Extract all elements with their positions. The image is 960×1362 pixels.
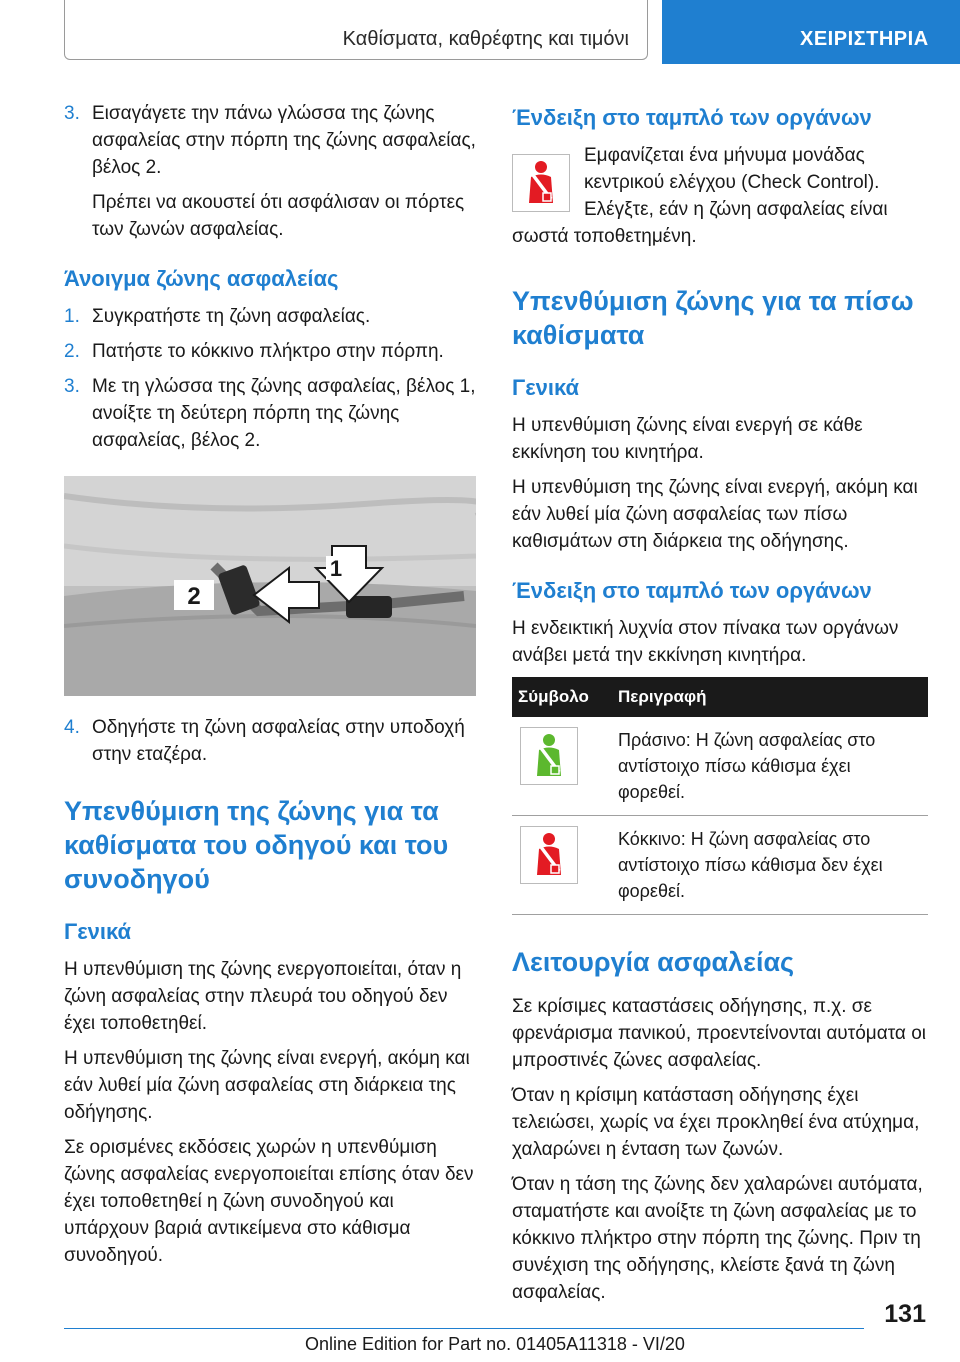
step-text: Συγκρατήστε τη ζώνη ασφαλείας.	[92, 306, 371, 327]
column-header-symbol: Σύμβολο	[512, 677, 612, 717]
body-paragraph: Σε κρίσιμες καταστάσεις οδήγησης, π.χ. σε φρενάρισμα πανικού, προεντείνονται αυτόματα οι μπροστινές ζώνες ασφαλείας.	[512, 996, 926, 1071]
chapter-title: Καθίσματα, καθρέφτης και τιμόνι	[342, 28, 629, 50]
step-item	[64, 303, 480, 330]
subsection-heading-general: Γενικά	[512, 375, 580, 400]
body-paragraph: Εμφανίζεται ένα μήνυμα μονάδας κεντρικού ελέγχου (Check Control). Ελέγξτε, εάν η ζώνη ασφαλείας είναι σωστά τοποθετημένη.	[512, 145, 888, 247]
body-paragraph: Όταν η τάση της ζώνης δεν χαλαρώνει αυτόματα, σταματήστε και ανοίξτε τη ζώνη ασφαλείας με το κόκκινο πλήκτρο στην πόρπη της ζώνης. Πριν τη συνέχιση της οδήγησης, κλείστε ξανά τη ζώνη ασφαλείας.	[512, 1174, 923, 1303]
step-item	[64, 714, 480, 768]
section-tab: ΧΕΙΡΙΣΤΗΡΙΑ	[662, 0, 960, 64]
edition-note: Online Edition for Part no. 01405A11318 - VI/20	[305, 1334, 685, 1354]
chapter-title-box	[64, 0, 648, 60]
body-paragraph: Η υπενθύμιση της ζώνης ενεργοποιείται, όταν η ζώνη ασφαλείας στην πλευρά του οδηγού δεν έχει τοποθετηθεί.	[64, 959, 462, 1034]
step-number: 3.	[64, 103, 80, 124]
body-paragraph: Η υπενθύμιση της ζώνης είναι ενεργή, ακόμη και εάν λυθεί μία ζώνη ασφαλείας στη διάρκεια της οδήγησης.	[64, 1048, 470, 1123]
seatbelt-warning-icon	[512, 154, 570, 212]
arrow-label-2: 2	[187, 583, 201, 610]
step-item	[64, 100, 480, 243]
section-heading-open-belt: Άνοιγμα ζώνης ασφαλείας	[64, 266, 339, 291]
step-number: 3.	[64, 376, 80, 397]
footer-divider	[64, 1328, 864, 1329]
step-text: Οδηγήστε τη ζώνη ασφαλείας στην υποδοχή στην εταζέρα.	[92, 717, 465, 765]
left-column	[64, 100, 480, 1277]
seatbelt-buckle-photo	[64, 476, 476, 696]
section-heading-rear-reminder: Υπενθύμιση ζώνης για τα πίσω καθίσματα	[512, 286, 914, 350]
step-subtext: Πρέπει να ακουστεί ότι ασφάλισαν οι πόρτες των ζωνών ασφαλείας.	[92, 192, 465, 240]
seatbelt-red-icon	[520, 826, 578, 884]
table-cell-description: Πράσινο: Η ζώνη ασφαλείας στο αντίστοιχο πίσω κάθισμα έχει φορεθεί.	[612, 717, 928, 816]
symbol-table	[512, 677, 928, 915]
body-paragraph: Η υπενθύμιση της ζώνης είναι ενεργή, ακόμη και εάν λυθεί μία ζώνη ασφαλείας των πίσω καθισμάτων στη διάρκεια της οδήγησης.	[512, 477, 918, 552]
body-paragraph: Η υπενθύμιση ζώνης είναι ενεργή σε κάθε εκκίνηση του κινητήρα.	[512, 415, 863, 463]
check-control-block	[512, 142, 928, 258]
body-paragraph: Όταν η κρίσιμη κατάσταση οδήγησης έχει τελειώσει, χωρίς να έχει προκληθεί ένα ατύχημα, χαλαρώνει η ένταση των ζωνών.	[512, 1085, 920, 1160]
step-item	[64, 338, 480, 365]
section-heading-front-reminder: Υπενθύμιση της ζώνης για τα καθίσματα του οδηγού και του συνοδηγού	[64, 796, 449, 894]
step-text: Πατήστε το κόκκινο πλήκτρο στην πόρπη.	[92, 341, 444, 362]
subsection-heading-general: Γενικά	[64, 919, 132, 944]
subsection-heading-display: Ένδειξη στο ταμπλό των οργάνων	[512, 105, 872, 130]
step-number: 4.	[64, 717, 80, 738]
step-item	[64, 373, 480, 454]
body-paragraph: Σε ορισμένες εκδόσεις χωρών η υπενθύμιση ζώνης ασφαλείας ενεργοποιείται επίσης όταν δεν έχει τοποθετηθεί η ζώνη συνοδηγού και υπάρχουν βαριά αντικείμενα στο κάθισμα συνοδηγού.	[64, 1137, 474, 1266]
body-paragraph: Η ενδεικτική λυχνία στον πίνακα των οργάνων ανάβει μετά την εκκίνηση κινητήρα.	[512, 618, 899, 666]
step-number: 2.	[64, 341, 80, 362]
step-number: 1.	[64, 306, 80, 327]
right-column	[512, 100, 928, 1314]
page-header	[0, 0, 960, 64]
step-text: Εισαγάγετε την πάνω γλώσσα της ζώνης ασφαλείας στην πόρπη της ζώνης ασφαλείας, βέλος 2.	[92, 103, 476, 178]
page-number: 131	[884, 1300, 926, 1328]
seatbelt-green-icon	[520, 727, 578, 785]
table-row	[512, 816, 928, 915]
arrow-label-1: 1	[329, 556, 343, 581]
column-header-description: Περιγραφή	[612, 677, 928, 717]
subsection-heading-display: Ένδειξη στο ταμπλό των οργάνων	[512, 578, 872, 603]
table-cell-description: Κόκκινο: Η ζώνη ασφαλείας στο αντίστοιχο πίσω κάθισμα δεν έχει φορεθεί.	[612, 816, 928, 915]
section-heading-safety: Λειτουργία ασφαλείας	[512, 947, 795, 977]
table-row	[512, 717, 928, 816]
step-text: Με τη γλώσσα της ζώνης ασφαλείας, βέλος 1, ανοίξτε τη δεύτερη πόρπη της ζώνης ασφαλείας, βέλος 2.	[92, 376, 476, 451]
table-header-row	[512, 677, 928, 717]
seatbelt-buckle-illustration	[64, 476, 476, 696]
